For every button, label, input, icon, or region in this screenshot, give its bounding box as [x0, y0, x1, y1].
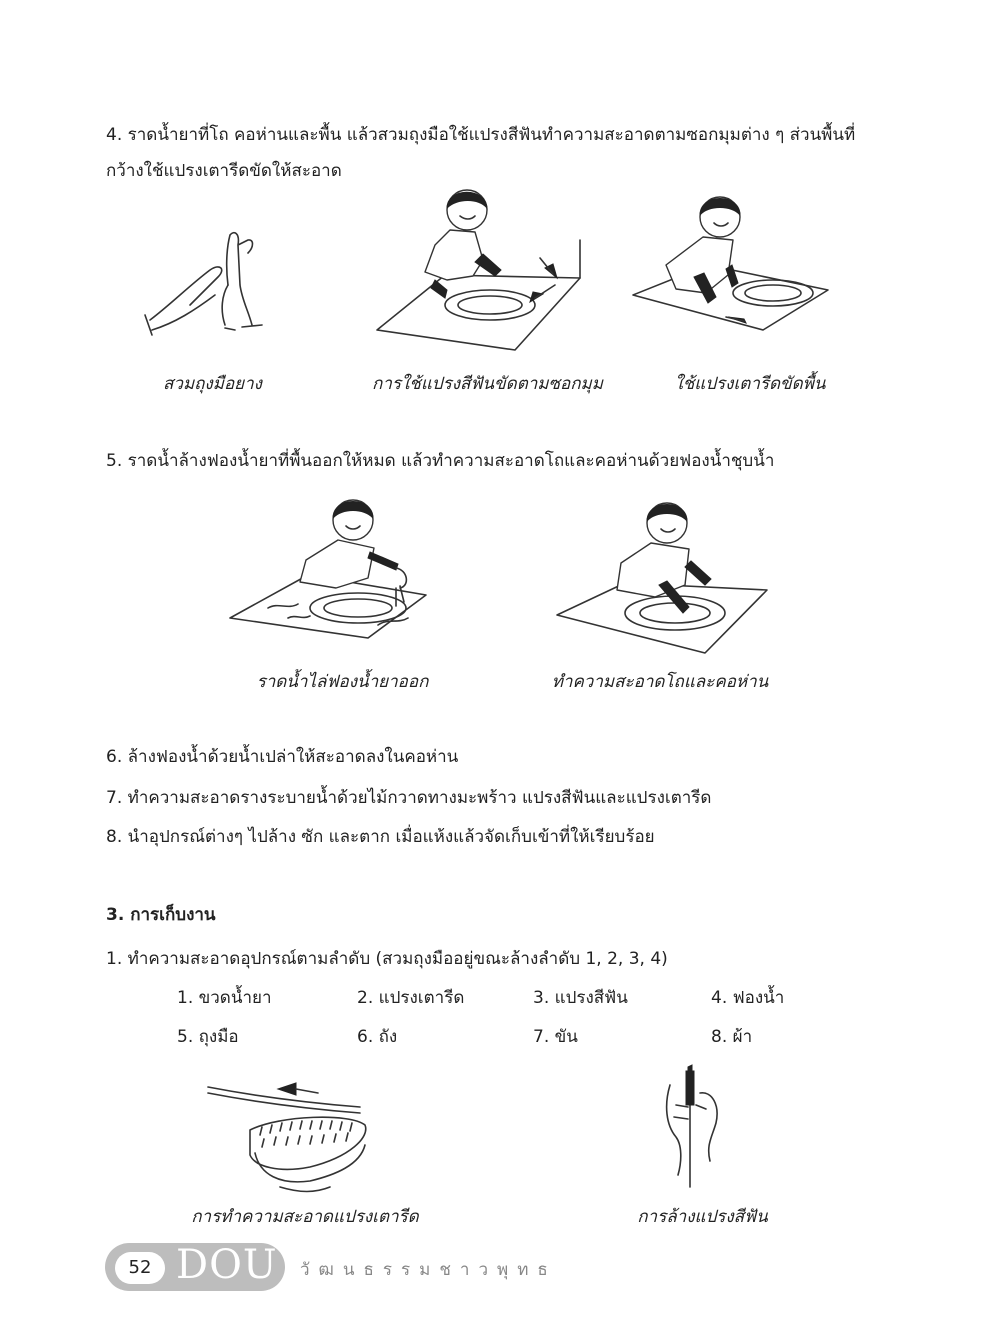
equipment-item: 3. แปรงสีฟัน — [533, 988, 628, 1008]
step4-line2: กว้างใช้แปรงเตารีดขัดให้สะอาด — [106, 161, 342, 181]
equipment-item: 1. ขวดน้ำยา — [177, 988, 272, 1008]
dou-logo: DOU — [176, 1242, 278, 1288]
caption-iron-brush-floor: ใช้แปรงเตารีดขัดพื้น — [674, 374, 826, 394]
clean-bowl-illustration — [555, 495, 770, 655]
step5-text: 5. ราดน้ำล้างฟองน้ำยาที่พื้นออกให้หมด แล้วทำความสะอาดโถและคอห่านด้วยฟองน้ำชุบน้ำ — [106, 451, 775, 471]
iron-brush-floor-illustration — [628, 185, 833, 350]
caption-clean-bowl: ทำความสะอาดโถและคอห่าน — [551, 672, 769, 692]
step8-text: 8. นำอุปกรณ์ต่างๆ ไปล้าง ซัก และตาก เมื่อแห้งแล้วจัดเก็บเข้าที่ให้เรียบร้อย — [106, 827, 655, 847]
page-number: 52 — [115, 1252, 165, 1284]
gloves-illustration — [130, 225, 270, 355]
step7-text: 7. ทำความสะอาดรางระบายน้ำด้วยไม้กวาดทางมะพร้าว แปรงสีฟันและแปรงเตารีด — [106, 788, 712, 808]
pour-water-illustration — [228, 490, 433, 640]
equipment-item: 5. ถุงมือ — [177, 1027, 239, 1047]
caption-pour-water: ราดน้ำไล่ฟองน้ำยาออก — [256, 672, 429, 692]
equipment-item: 7. ขัน — [533, 1027, 578, 1047]
caption-wash-toothbrush: การล้างแปรงสีฟัน — [637, 1207, 768, 1227]
book-title: วัฒนธรรมชาวพุทธ — [300, 1260, 557, 1280]
caption-toothbrush-corner: การใช้แปรงสีฟันขัดตามซอกมุม — [372, 374, 603, 394]
section3-heading: 3. การเก็บงาน — [106, 905, 216, 925]
clean-iron-brush-illustration — [200, 1075, 375, 1195]
section3-item1: 1. ทำความสะอาดอุปกรณ์ตามลำดับ (สวมถุงมืออยู่ขณะล้างลำดับ 1, 2, 3, 4) — [106, 949, 668, 969]
equipment-item: 4. ฟองน้ำ — [711, 988, 785, 1008]
caption-clean-iron-brush: การทำความสะอาดแปรงเตารีด — [191, 1207, 419, 1227]
step6-text: 6. ล้างฟองน้ำด้วยน้ำเปล่าให้สะอาดลงในคอห่าน — [106, 747, 459, 767]
equipment-item: 6. ถัง — [357, 1027, 398, 1047]
equipment-item: 2. แปรงเตารีด — [357, 988, 465, 1008]
toothbrush-scrub-illustration — [375, 180, 590, 355]
wash-toothbrush-illustration — [660, 1065, 740, 1190]
caption-gloves: สวมถุงมือยาง — [163, 374, 262, 394]
equipment-item: 8. ผ้า — [711, 1027, 753, 1047]
step4-line1: 4. ราดน้ำยาที่โถ คอห่านและพื้น แล้วสวมถุงมือใช้แปรงสีฟันทำความสะอาดตามซอกมุมต่าง ๆ ส่วนพื้นที่ — [106, 125, 856, 145]
